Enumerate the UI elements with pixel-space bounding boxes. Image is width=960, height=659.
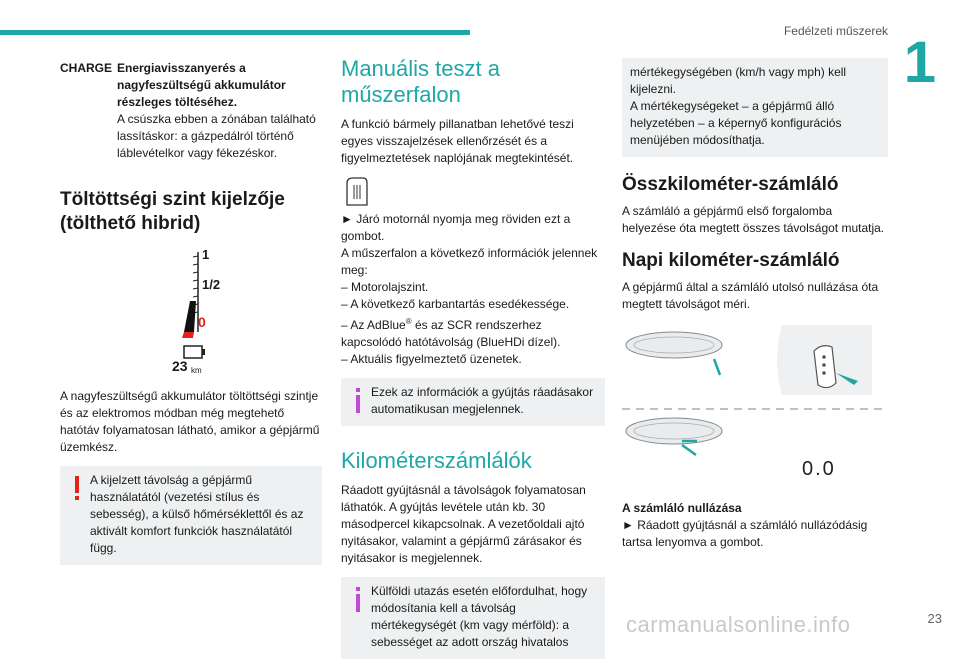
column-2: [341, 56, 605, 659]
info-box: [341, 378, 605, 426]
gauge-label-half: 1/2: [202, 277, 221, 292]
charge-entry: [60, 60, 322, 162]
info-icon: [351, 386, 365, 416]
trip-odometer-readout: 0.0: [802, 458, 836, 480]
charge-key: CHARGE: [60, 61, 113, 75]
paragraph-charge-level: A nagyfeszültségű akkumulátor töltöttségi szintje és az elektromos módban még megtehető hatótáv folyamatosan látható, amikor a gépjármű üzemkész.: [60, 389, 320, 454]
section-title-total-odometer: Összkilométer-számláló: [622, 174, 839, 195]
list-item: – A következő karbantartás esedékessége.: [341, 297, 570, 311]
section-title-manual-test: Manuális teszt a műszerfalon: [341, 56, 500, 107]
warning-text: A kijelzett távolság a gépjármű használatától (vezetési stílus és sebesség), a külső hőmérséklettől és az aktivált komfort funkciók használatától függ.: [90, 473, 304, 555]
charge-title: Energiavisszanyerés a nagyfeszültségű akkumulátor részleges töltéséhez.: [117, 61, 286, 109]
list-item: – Aktuális figyelmeztető üzenetek.: [341, 352, 522, 366]
info-text-units: Külföldi utazás esetén előfordulhat, hogy módosítania kell a távolság mértékegységét (km vagy mérföld): a sebességet az adott ország hivatalos: [371, 584, 588, 649]
header-title: Fedélzeti műszerek: [783, 24, 888, 38]
paragraph-odometers: Ráadott gyújtásnál a távolságok folyamatosan láthatók. A gyújtás levétele után kb. 30 másodpercel kikapcsolnak. A vezetőoldali ajtó nyitásakor, valamint a gépjármű zárásakor és nyitásakor is megjelennek.: [341, 483, 586, 565]
stalk-button-graphic: [622, 325, 888, 490]
gauge-range-unit: km: [191, 366, 202, 375]
list-intro: A műszerfalon a következő információk jelennek meg:: [341, 246, 598, 277]
info-box-units: [341, 577, 605, 659]
section-title-trip-odometer: Napi kilométer-számláló: [622, 250, 840, 271]
battery-icon: [184, 346, 202, 358]
gauge-label-zero: 0: [198, 314, 206, 330]
paragraph-total-odometer: A számláló a gépjármű első forgalomba helyezése óta megtett összes távolságot mutatja.: [622, 204, 885, 235]
odometer-illustration: [622, 325, 888, 490]
info-continued-text-2: A mértékegységeket – a gépjármű álló helyzetében – a képernyő konfigurációs menüjében módosíthatja.: [630, 99, 842, 147]
charge-text: A csúszka ebben a zónában található lassításkor: a gázpedálról történő láblevételkor vagy fékezéskor.: [117, 112, 316, 160]
paragraph-manual-test: A funkció bármely pillanatban lehetővé teszi egyes visszajelzések ellenőrzését és a figyelmeztetések naplójának megtekintését.: [341, 117, 574, 165]
paragraph-trip-odometer: A gépjármű által a számláló utolsó nullázása óta megtett távolságot méri.: [622, 280, 879, 311]
reset-step: ► Ráadott gyújtásnál a számláló nullázódásig tartsa lenyomva a gombot.: [622, 518, 868, 549]
charge-gauge-illustration: [60, 246, 322, 376]
step-press-button: ► Járó motornál nyomja meg röviden ezt a gombot.: [341, 212, 571, 243]
page-number: 23: [927, 611, 942, 626]
warning-exclamation-icon: [70, 474, 84, 504]
list-item-adblue: – Az AdBlue® és az SCR rendszerhez kapcsolódó hatótávolság (BlueHDi dízel).: [341, 317, 561, 349]
column-3: [622, 60, 888, 551]
info-text: Ezek az információk a gyújtás ráadásakor automatikusan megjelennek.: [371, 385, 594, 416]
section-title-odometers: Kilométerszámlálók: [341, 448, 532, 473]
watermark: carmanualsonline.info: [626, 612, 851, 637]
info-icon: [351, 585, 365, 615]
section-title-charge-level: Töltöttségi szint kijelzője (tölthető hibrid): [60, 189, 285, 234]
chapter-number: 1: [903, 30, 936, 95]
gauge-label-full: 1: [202, 247, 210, 262]
list-item: – Motorolajszint.: [341, 280, 429, 294]
info-continued-text: mértékegységében (km/h vagy mph) kell kijelezni.: [630, 65, 847, 96]
warning-box: [60, 466, 322, 565]
header-accent-bar: [0, 30, 470, 35]
reset-title: A számláló nullázása: [622, 501, 742, 515]
battery-gauge-graphic: [60, 246, 322, 376]
column-1: [60, 60, 322, 565]
button-illustration: [341, 175, 605, 209]
test-button-icon: [341, 175, 371, 209]
info-box-continued: [622, 58, 888, 157]
gauge-range-value: 23: [172, 358, 188, 374]
